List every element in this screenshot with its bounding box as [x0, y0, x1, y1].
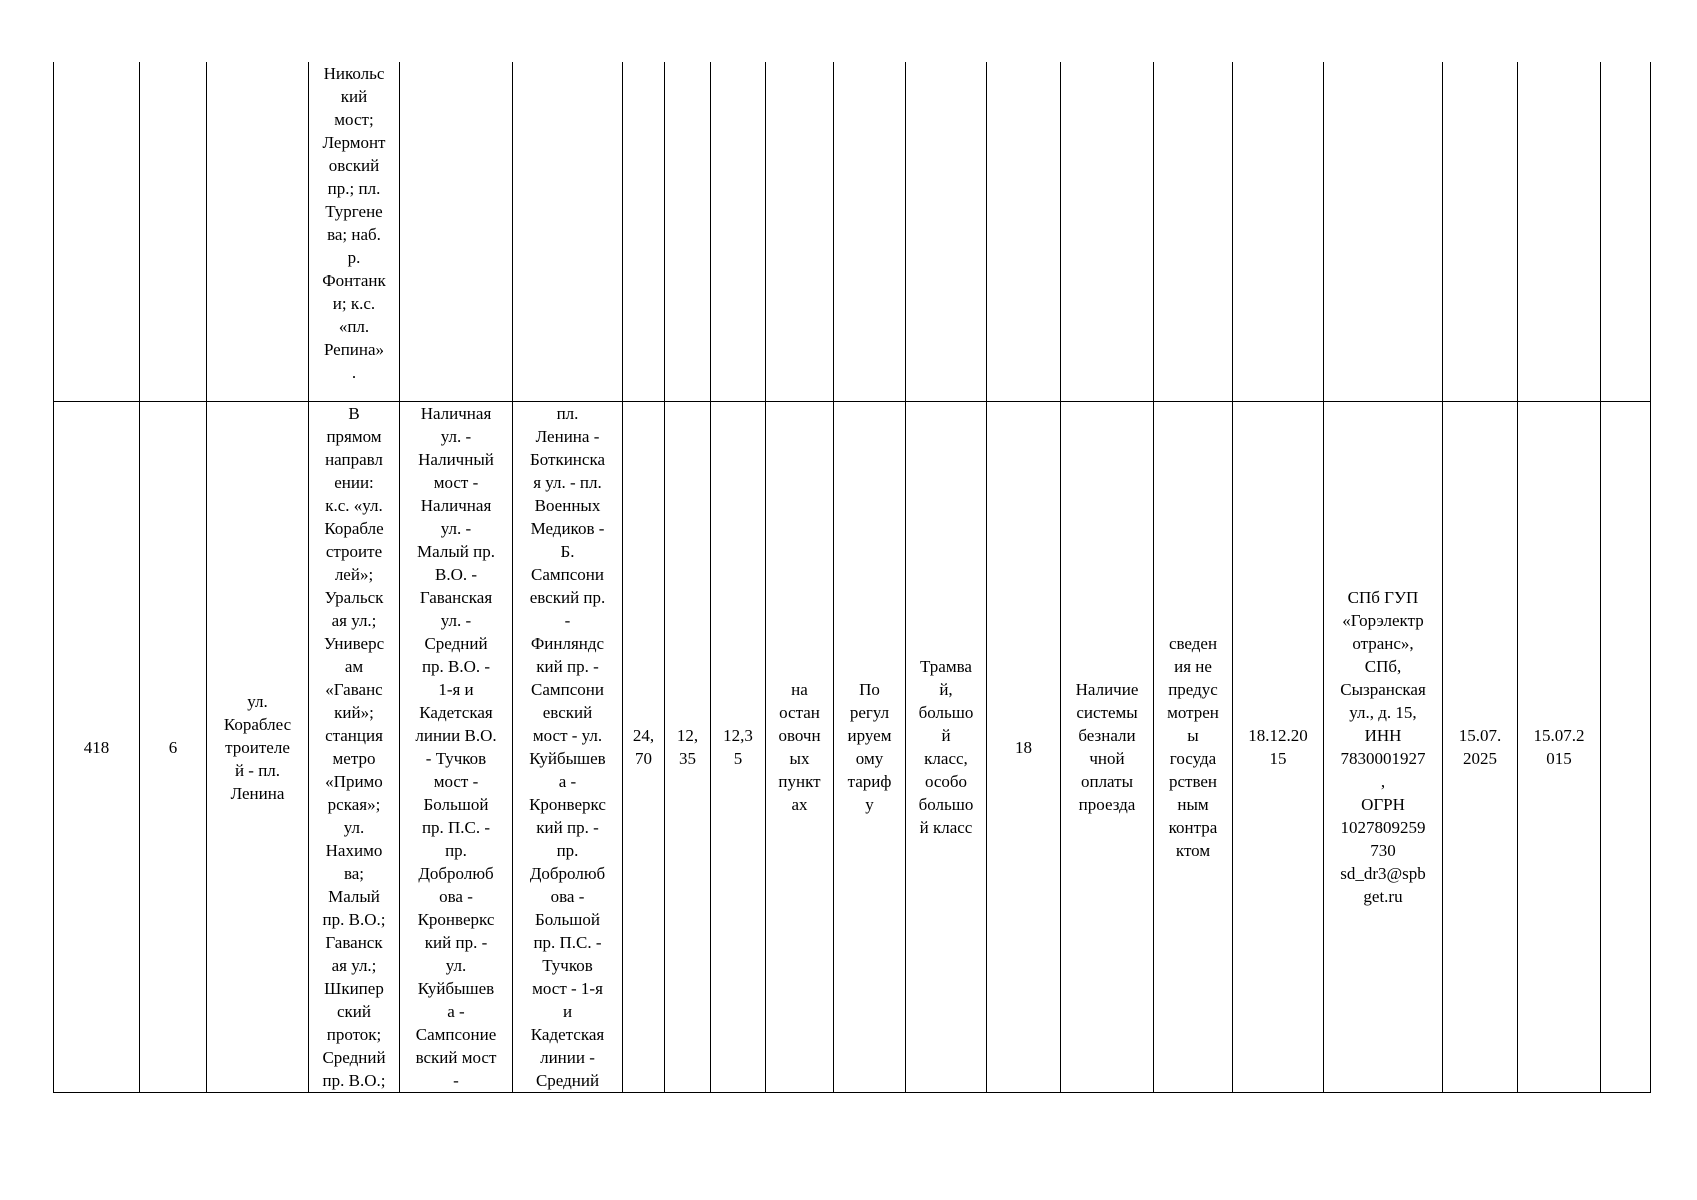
- table-row-route-418: [54, 402, 1651, 1093]
- cell-text-line: ому: [855, 749, 884, 768]
- cell-text-line: строите: [325, 542, 383, 561]
- cell-length-other: [711, 402, 766, 1093]
- cell-empty: [513, 62, 623, 402]
- cell-text-line: кий пр. -: [536, 657, 599, 676]
- cell-text-line: В: [348, 404, 360, 423]
- cell-text-line: Трамва: [920, 657, 972, 676]
- cell-text-line: Большой: [535, 910, 600, 929]
- cell-text-line: ова -: [439, 887, 473, 906]
- cell-contract-info: [1154, 402, 1233, 1093]
- cell-tariff: [834, 402, 906, 1093]
- cell-text-line: пр. В.О.;: [322, 910, 386, 929]
- cell-text-line: Репина»: [323, 340, 385, 359]
- cell-empty: [1518, 62, 1601, 402]
- cell-text-line: оплаты: [1080, 772, 1134, 791]
- cell-text-line: Тургене: [325, 202, 383, 221]
- cell-text-line: мост - ул.: [532, 726, 603, 745]
- cell-text-line: ия не: [1174, 657, 1212, 676]
- cell-text-line: ул. -: [440, 427, 472, 446]
- cell-text-line: ая ул.;: [331, 956, 377, 975]
- cell-text-line: й - пл.: [234, 760, 281, 780]
- cell-text-line: й: [941, 726, 951, 745]
- cell-text-line: регул: [849, 703, 890, 722]
- cell-text-line: вский мост: [415, 1048, 497, 1067]
- cell-empty: [623, 62, 665, 402]
- cell-length-backward: [665, 402, 711, 1093]
- cell-text-line: особо: [924, 772, 968, 791]
- cell-empty: [207, 62, 309, 402]
- cell-empty: [906, 62, 987, 402]
- cell-text-line: «пл.: [338, 317, 370, 336]
- cell-text-line: евский: [542, 703, 593, 722]
- cell-route-number: 6: [140, 402, 207, 1093]
- cell-streets-backward: [513, 402, 623, 1093]
- cell-stops-forward: [309, 402, 400, 1093]
- cell-text-line: Наличие: [1075, 680, 1139, 699]
- cell-vehicle-count: 18: [987, 402, 1061, 1093]
- cell-text-line: пр. П.С. -: [421, 818, 491, 837]
- cell-text-line: Б.: [560, 542, 575, 561]
- cell-text-line: Кораблес: [223, 714, 292, 734]
- cell-text-line: большо: [918, 795, 974, 814]
- cell-text-line: Средний: [535, 1071, 600, 1090]
- cell-empty: [1154, 62, 1233, 402]
- cell-boarding-procedure: [766, 402, 834, 1093]
- cell-text-line: Никольс: [323, 64, 385, 83]
- cell-text-line: кий: [340, 87, 368, 106]
- cell-text-line: 12,: [676, 726, 699, 745]
- cell-route-name: [207, 402, 309, 1093]
- cell-text-line: я ул. - пл.: [533, 473, 602, 492]
- cell-text-line: В.О. -: [434, 565, 478, 584]
- cell-text-line: ул.: [343, 818, 365, 837]
- cell-text-line: ва;: [343, 864, 365, 883]
- cell-text-line: sd_dr3@spb: [1340, 864, 1426, 883]
- cell-text-line: к.с. «ул.: [325, 496, 383, 515]
- cell-text-line: СПб,: [1364, 657, 1402, 676]
- cell-text-line: линии В.О.: [415, 726, 497, 745]
- cell-text-line: 1027809259: [1340, 818, 1426, 837]
- cell-text-line: Наличная: [420, 404, 492, 423]
- cell-text-line: Добролюб: [418, 864, 494, 883]
- cell-text-line: 2025: [1463, 749, 1497, 768]
- cell-empty: [834, 62, 906, 402]
- cell-text-line: 24,: [632, 726, 655, 745]
- cell-text-line: рская»;: [327, 795, 381, 814]
- cell-text-line: Кронверкс: [417, 910, 495, 929]
- cell-empty: [766, 62, 834, 402]
- cell-text-line: 5: [733, 749, 743, 768]
- cell-text-line: метро: [332, 749, 376, 768]
- cell-empty: [711, 62, 766, 402]
- cell-text-line: остан: [779, 703, 820, 722]
- cell-text-line: кий пр. -: [424, 933, 488, 952]
- cell-text-line: «Горэлектр: [1342, 611, 1424, 630]
- cell-text-line: Кронверкс: [529, 795, 606, 814]
- cell-text-line: Универс: [323, 634, 385, 653]
- cell-text-line: предус: [1168, 680, 1218, 699]
- cell-text-line: чной: [1089, 749, 1125, 768]
- cell-text-line: ул.: [247, 691, 268, 711]
- cell-text-line: - Тучков: [425, 749, 487, 768]
- cell-text-line: ах: [791, 795, 808, 814]
- cell-empty: [1061, 62, 1154, 402]
- cell-text-line: троителе: [225, 737, 290, 757]
- cell-date-b: [1518, 402, 1601, 1093]
- cell-text-line: системы: [1076, 703, 1138, 722]
- cell-text-line: СПб ГУП: [1347, 588, 1419, 607]
- cell-start-date: [1233, 402, 1324, 1093]
- cell-text-line: пр. В.О. -: [421, 657, 491, 676]
- cell-empty: [1324, 62, 1443, 402]
- cell-empty: [665, 62, 711, 402]
- cell-text-line: .: [351, 363, 357, 382]
- cell-text-line: мост - 1-я: [532, 979, 603, 998]
- cell-vehicle-type: [906, 402, 987, 1093]
- table-row-previous-route: [54, 62, 1651, 402]
- cell-text-line: р.: [347, 248, 361, 267]
- cell-text-line: ул., д. 15,: [1349, 703, 1417, 722]
- cell-text-line: пл.: [556, 404, 579, 423]
- cell-text-line: -: [453, 1071, 459, 1090]
- cell-empty: [54, 62, 140, 402]
- cell-text-line: Большой: [423, 795, 489, 814]
- cell-text-line: мост -: [433, 473, 479, 492]
- cell-text-line: «Гаванс: [325, 680, 383, 699]
- cell-empty: [1233, 62, 1324, 402]
- cell-text-line: пр. П.С. -: [533, 933, 602, 952]
- cell-text-line: Уральск: [324, 588, 384, 607]
- cell-text-line: Кораблe: [324, 519, 384, 538]
- cell-reg-number: 418: [54, 402, 140, 1093]
- cell-text-line: 15.07.2: [1533, 726, 1585, 745]
- cell-length-forward: [623, 402, 665, 1093]
- cell-text-line: рствен: [1168, 772, 1218, 791]
- cell-text-line: контра: [1168, 818, 1218, 837]
- cell-text-line: Кадетская: [530, 1025, 605, 1044]
- cell-text-line: направл: [325, 450, 383, 469]
- cell-text-line: 1-я и: [438, 680, 474, 699]
- cell-text-line: класс,: [924, 749, 968, 768]
- cell-text-line: ул. -: [440, 519, 472, 538]
- cell-text-line: get.ru: [1363, 887, 1403, 906]
- cell-text-line: ОГРН: [1361, 795, 1405, 814]
- cell-date-a: [1443, 402, 1518, 1093]
- cell-text-line: Финляндс: [530, 634, 605, 653]
- cell-text-line: 15: [1269, 749, 1287, 768]
- cell-text-line: овочн: [778, 726, 821, 745]
- cell-text-line: станция: [325, 726, 383, 745]
- cell-text-line: ным: [1177, 795, 1209, 814]
- cell-text-line: пр. В.О.;: [322, 1071, 386, 1090]
- cell-text-line: ул.: [445, 956, 467, 975]
- cell-text-line: ых: [789, 749, 810, 768]
- cell-text-line: на: [791, 680, 808, 699]
- cell-text-line: проток;: [326, 1025, 382, 1044]
- cell-text-line: ы: [1187, 726, 1199, 745]
- cell-text-line: госуда: [1169, 749, 1217, 768]
- cell-text-line: Сызранская: [1340, 680, 1426, 699]
- cell-text-line: Тучков: [542, 956, 593, 975]
- cell-text-line: пр.; пл.: [327, 179, 381, 198]
- cell-text-line: овский: [328, 156, 380, 175]
- cell-text-line: ктом: [1175, 841, 1211, 860]
- cell-text-line: и; к.с.: [332, 294, 376, 313]
- cell-text-line: Наличная: [420, 496, 492, 515]
- cell-text-line: Ленина: [230, 783, 285, 803]
- cell-text-line: 35: [679, 749, 696, 768]
- cell-text-line: сведен: [1168, 634, 1218, 653]
- cell-streets-forward: [400, 402, 513, 1093]
- cell-text-line: ова -: [550, 887, 585, 906]
- cell-text-line: евский пр.: [529, 588, 606, 607]
- cell-text-line: Военных: [534, 496, 601, 515]
- cell-text-line: Добролюб: [529, 864, 606, 883]
- cell-text-line: Куйбышев: [529, 749, 606, 768]
- cell-text-line: Малый: [328, 887, 380, 906]
- cell-empty: [140, 62, 207, 402]
- cell-text-line: ва; наб.: [327, 225, 381, 244]
- cell-text-line: кий пр. -: [536, 818, 599, 837]
- cell-empty: [987, 62, 1061, 402]
- cell-text-line: а -: [447, 1002, 465, 1021]
- cell-text-line: ИНН: [1364, 726, 1402, 745]
- cell-text-line: пункт: [778, 772, 821, 791]
- cell-text-line: безнали: [1078, 726, 1136, 745]
- cell-text-line: прямом: [326, 427, 382, 446]
- cell-text-line: ении:: [334, 473, 374, 492]
- cell-text-line: Сампсони: [531, 680, 604, 699]
- cell-text-line: 70: [635, 749, 652, 768]
- cell-text-line: большо: [918, 703, 974, 722]
- cell-text-line: 18.12.20: [1248, 726, 1308, 745]
- cell-text-line: Средний: [424, 634, 488, 653]
- cell-text-line: Шкипер: [324, 979, 384, 998]
- cell-text-line: Гаванская: [419, 588, 493, 607]
- cell-empty: [1601, 62, 1651, 402]
- cell-text-line: ,: [1380, 772, 1386, 791]
- cell-text-line: Кадетская: [419, 703, 493, 722]
- cell-text-line: 015: [1546, 749, 1572, 768]
- cell-text-line: ая ул.;: [331, 611, 377, 630]
- cell-vehicle-features: [1061, 402, 1154, 1093]
- cell-text-line: 12,3: [723, 726, 753, 745]
- cell-empty: [400, 62, 513, 402]
- cell-text-line: Средний: [322, 1048, 386, 1067]
- cell-text-line: ам: [344, 657, 364, 676]
- cell-text-line: лей»;: [334, 565, 374, 584]
- cell-text-line: Нахимо: [325, 841, 383, 860]
- cell-text-line: Гаванск: [325, 933, 383, 952]
- cell-prev-stops: [309, 62, 400, 402]
- cell-text-line: Боткинска: [529, 450, 605, 469]
- cell-text-line: ский: [337, 1002, 371, 1021]
- cell-text-line: ируем: [847, 726, 892, 745]
- cell-text-line: «Примо: [325, 772, 383, 791]
- cell-text-line: мост -: [433, 772, 479, 791]
- cell-text-line: а -: [558, 772, 577, 791]
- cell-text-line: мотрен: [1167, 703, 1219, 722]
- cell-text-line: пр.: [556, 841, 579, 860]
- cell-text-line: линии -: [540, 1048, 595, 1067]
- cell-text-line: тариф: [847, 772, 892, 791]
- cell-text-line: й,: [939, 680, 953, 699]
- cell-empty: [1601, 402, 1651, 1093]
- cell-text-line: мост;: [334, 110, 374, 129]
- cell-text-line: 7830001927: [1340, 749, 1426, 768]
- cell-text-line: Куйбышев: [417, 979, 495, 998]
- cell-text-line: Лермонт: [322, 133, 386, 152]
- route-registry-table: [53, 62, 1651, 1093]
- cell-text-line: у: [865, 795, 874, 814]
- cell-text-line: По: [859, 680, 880, 699]
- cell-text-line: кий»;: [334, 703, 374, 722]
- cell-text-line: Ленина -: [535, 427, 600, 446]
- cell-text-line: ул. -: [440, 611, 472, 630]
- cell-carrier: [1324, 402, 1443, 1093]
- cell-text-line: и: [562, 1002, 573, 1021]
- cell-text-line: 15.07.: [1458, 726, 1502, 745]
- cell-text-line: 730: [1370, 841, 1396, 860]
- cell-text-line: Малый пр.: [417, 542, 495, 561]
- cell-text-line: Сампсони: [531, 565, 604, 584]
- cell-text-line: й класс: [919, 818, 973, 837]
- cell-text-line: отранс»,: [1352, 634, 1414, 653]
- cell-text-line: пр.: [445, 841, 467, 860]
- cell-text-line: Фонтанк: [322, 271, 386, 290]
- cell-text-line: Сампсоние: [415, 1025, 497, 1044]
- cell-text-line: Медиков -: [530, 519, 605, 538]
- cell-text-line: Наличный: [418, 450, 494, 469]
- cell-text-line: проезда: [1078, 795, 1136, 814]
- cell-text-line: -: [564, 611, 571, 630]
- cell-empty: [1443, 62, 1518, 402]
